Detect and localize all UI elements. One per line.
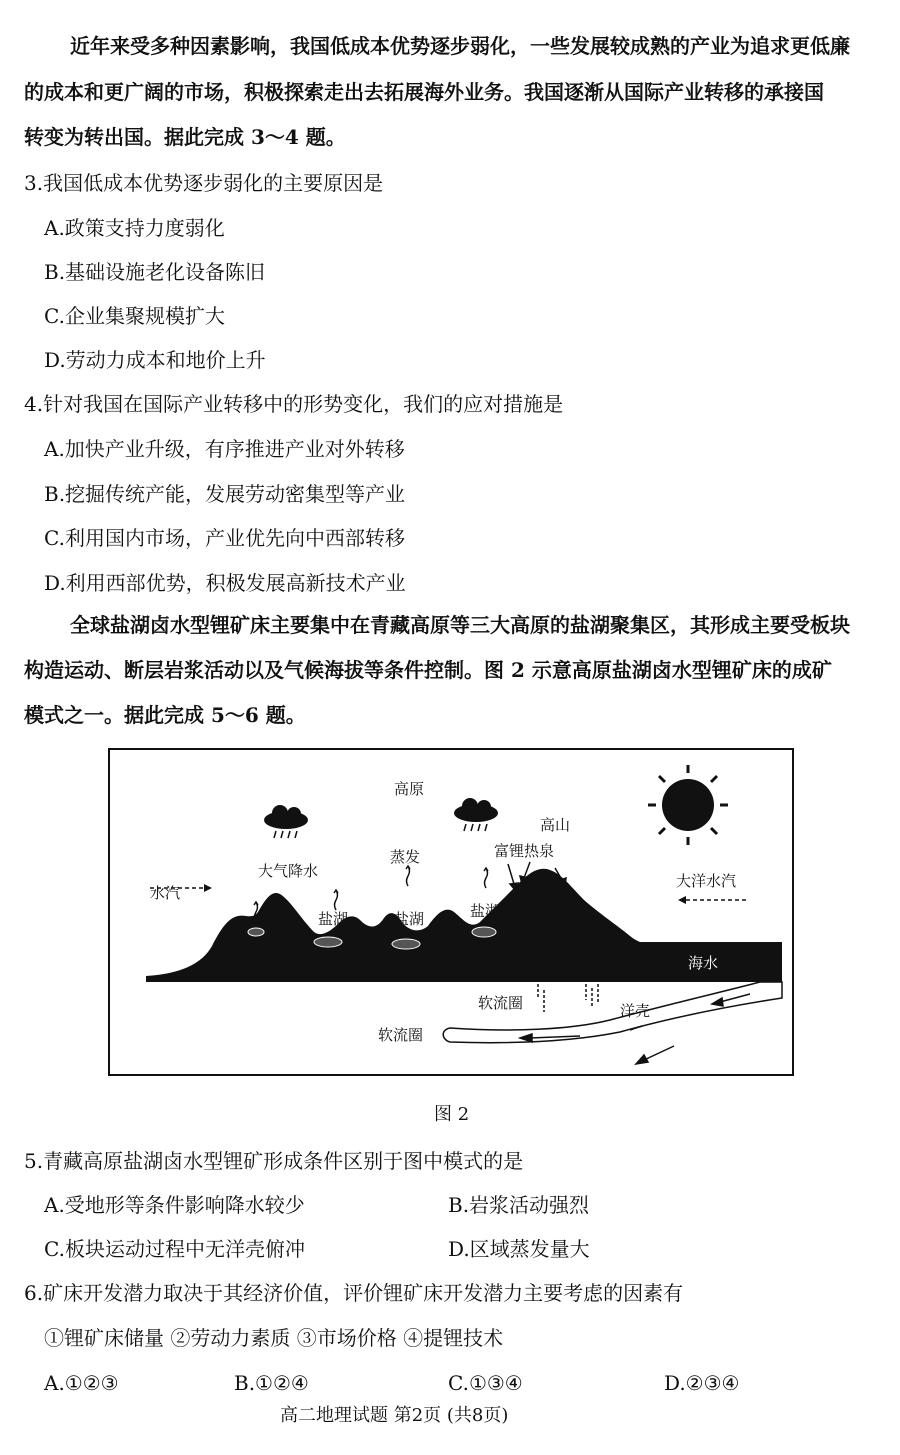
salt-lake [314,937,342,947]
label-water-vapor: 水汽 [150,884,181,902]
q3-stem: 3.我国低成本优势逐步弱化的主要原因是 [24,171,384,195]
q6-option-a: A.①②③ [44,1371,119,1395]
label-salt-lake: 盐湖 [470,902,501,920]
q5-option-d: D.区域蒸发量大 [448,1237,590,1261]
label-salt-lake: 盐湖 [394,910,425,928]
q6-option-b: B.①②④ [234,1371,309,1395]
q4-option-d: D.利用西部优势，积极发展高新技术产业 [44,571,406,595]
intro1-line1: 近年来受多种因素影响，我国低成本优势逐步弱化，一些发展较成熟的产业为追求更低廉 [70,34,850,58]
intro2-line2: 构造运动、断层岩浆活动以及气候海拔等条件控制。图 2 示意高原盐湖卤水型锂矿床的成矿 [24,658,832,682]
q3-option-a: A.政策支持力度弱化 [44,216,225,240]
sun-icon [648,765,728,845]
label-high-mountain: 高山 [540,816,571,834]
rain-cloud-icon [264,805,308,838]
q4-option-c: C.利用国内市场，产业优先向中西部转移 [44,526,405,550]
label-ocean-vapor: 大洋水汽 [676,872,737,890]
rain-cloud-icon [454,798,498,831]
ocean-vapor-arrow-icon [678,896,748,904]
page-footer: 高二地理试题 第2页 (共8页) [280,1405,509,1426]
q4-option-a: A.加快产业升级，有序推进产业对外转移 [44,437,405,461]
label-plateau: 高原 [394,780,425,798]
label-asthenosphere: 软流圈 [478,994,524,1012]
label-evaporation: 蒸发 [390,848,421,866]
q5-option-a: A.受地形等条件影响降水较少 [44,1193,305,1217]
salt-lake [248,928,264,936]
label-hot-spring: 富锂热泉 [494,842,555,860]
q4-option-b: B.挖掘传统产能，发展劳动密集型等产业 [44,482,406,506]
label-seawater: 海水 [688,954,719,972]
q5-option-c: C.板块运动过程中无洋壳俯冲 [44,1237,305,1261]
q6-factors: ①锂矿床储量 ②劳动力素质 ③市场价格 ④提锂技术 [44,1326,504,1350]
figure-caption: 图 2 [434,1104,470,1125]
magma-flow-icon [538,984,598,1012]
q6-stem: 6.矿床开发潜力取决于其经济价值，评价锂矿床开发潜力主要考虑的因素有 [24,1281,684,1305]
intro2-line1: 全球盐湖卤水型锂矿床主要集中在青藏高原等三大高原的盐湖聚集区，其形成主要受板块 [70,613,850,637]
q3-option-b: B.基础设施老化设备陈旧 [44,260,266,284]
label-oceanic-crust: 洋壳 [620,1002,651,1020]
salt-lake [472,927,496,937]
intro2-line3: 模式之一。据此完成 5～6 题。 [24,703,306,727]
label-salt-lake: 盐湖 [318,910,349,928]
intro1-line2: 的成本和更广阔的市场，积极探索走出去拓展海外业务。我国逐渐从国际产业转移的承接国 [24,80,824,104]
oceanic-crust-slab [443,982,782,1043]
figure-lithium-deposit-diagram [108,748,794,1076]
q6-option-c: C.①③④ [448,1371,523,1395]
q3-option-c: C.企业集聚规模扩大 [44,304,225,328]
salt-lake [392,939,420,949]
label-asthenosphere: 软流圈 [378,1026,424,1044]
q4-stem: 4.针对我国在国际产业转移中的形势变化，我们的应对措施是 [24,392,564,416]
q5-stem: 5.青藏高原盐湖卤水型锂矿形成条件区别于图中模式的是 [24,1149,524,1173]
label-precipitation: 大气降水 [258,862,319,880]
q5-option-b: B.岩浆活动强烈 [448,1193,590,1217]
q6-option-d: D.②③④ [664,1371,740,1395]
figure-drawing [110,750,792,1074]
intro1-line3: 转变为转出国。据此完成 3～4 题。 [24,125,346,149]
q3-option-d: D.劳动力成本和地价上升 [44,348,266,372]
